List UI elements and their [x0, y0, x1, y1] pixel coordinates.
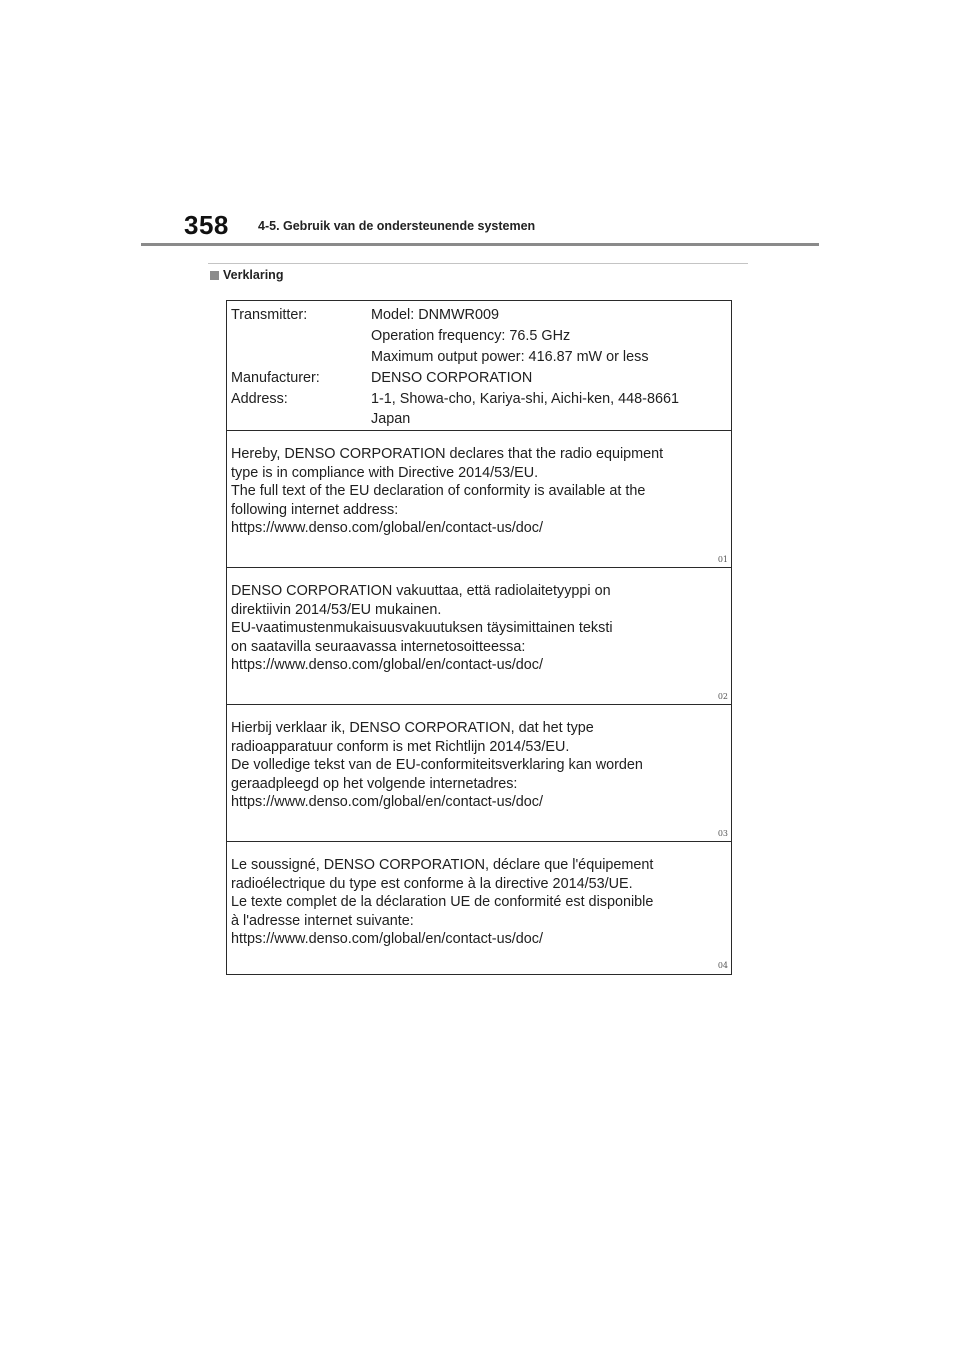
- square-bullet-icon: [210, 271, 219, 280]
- declaration-text: [231, 719, 717, 812]
- info-value: Model: DNMWR009: [371, 307, 499, 323]
- info-value: DENSO CORPORATION: [371, 370, 533, 386]
- declaration-block-dutch: [227, 705, 731, 842]
- text-line: direktiivin 2014/53/EU mukainen.: [231, 601, 442, 618]
- info-value: Operation frequency: 76.5 GHz: [371, 328, 571, 344]
- block-code: 01: [717, 555, 728, 564]
- url-text: https://www.denso.com/global/en/contact-us/doc/: [231, 520, 543, 537]
- section-title: 4-5. Gebruik van de ondersteunende systemen: [258, 219, 536, 233]
- subheading: [210, 268, 283, 282]
- block-code: 03: [717, 829, 728, 838]
- url-text: https://www.denso.com/global/en/contact-us/doc/: [231, 931, 543, 948]
- info-label: Transmitter:: [231, 307, 308, 323]
- text-line: geraadpleegd op het volgende internetadres:: [231, 775, 518, 792]
- text-line: on saatavilla seuraavassa internetosoitteessa:: [231, 638, 526, 655]
- info-value: Maximum output power: 416.87 mW or less: [371, 349, 649, 365]
- text-line: à l'adresse internet suivante:: [231, 912, 414, 929]
- info-label: Address:: [231, 391, 288, 407]
- declaration-text: [231, 445, 717, 538]
- info-value: Japan: [371, 411, 411, 427]
- text-line: Hierbij verklaar ik, DENSO CORPORATION, dat het type: [231, 720, 594, 736]
- text-line: Le soussigné, DENSO CORPORATION, déclare que l'équipement: [231, 857, 654, 873]
- info-row: [231, 391, 727, 411]
- transmitter-info-block: [227, 301, 731, 431]
- info-value: 1-1, Showa-cho, Kariya-shi, Aichi-ken, 448-8661: [371, 391, 679, 407]
- declaration-block-finnish: [227, 568, 731, 705]
- url-text: https://www.denso.com/global/en/contact-us/doc/: [231, 794, 543, 811]
- info-label: Manufacturer:: [231, 370, 320, 386]
- text-line: following internet address:: [231, 501, 399, 518]
- info-row: [231, 307, 727, 327]
- text-line: radioélectrique du type est conforme à la directive 2014/53/UE.: [231, 875, 633, 892]
- text-line: DENSO CORPORATION vakuuttaa, että radiolaitetyyppi on: [231, 583, 611, 599]
- declaration-text: [231, 582, 717, 675]
- block-code: 04: [717, 961, 728, 970]
- info-row: [231, 328, 727, 348]
- info-row: [231, 370, 727, 390]
- page-number: 358: [184, 210, 229, 240]
- subheading-divider: [208, 263, 748, 264]
- info-row: [231, 411, 727, 431]
- text-line: De volledige tekst van de EU-conformiteitsverklaring kan worden: [231, 757, 643, 774]
- text-line: Hereby, DENSO CORPORATION declares that the radio equipment: [231, 446, 664, 462]
- text-line: EU-vaatimustenmukaisuusvakuutuksen täysimittainen teksti: [231, 620, 613, 637]
- declaration-block-english: [227, 431, 731, 568]
- text-line: The full text of the EU declaration of conformity is available at the: [231, 483, 646, 500]
- text-line: Le texte complet de la déclaration UE de conformité est disponible: [231, 894, 654, 911]
- declaration-block-french: [227, 842, 731, 973]
- text-line: radioapparatuur conform is met Richtlijn 2014/53/EU.: [231, 738, 570, 755]
- text-line: type is in compliance with Directive 2014/53/EU.: [231, 464, 539, 481]
- subheading-label: Verklaring: [223, 268, 284, 282]
- block-code: 02: [717, 692, 728, 701]
- info-row: [231, 349, 727, 369]
- header-divider: [141, 243, 819, 246]
- url-text: https://www.denso.com/global/en/contact-us/doc/: [231, 657, 543, 674]
- declaration-text: [231, 856, 717, 949]
- declaration-document: [226, 300, 732, 975]
